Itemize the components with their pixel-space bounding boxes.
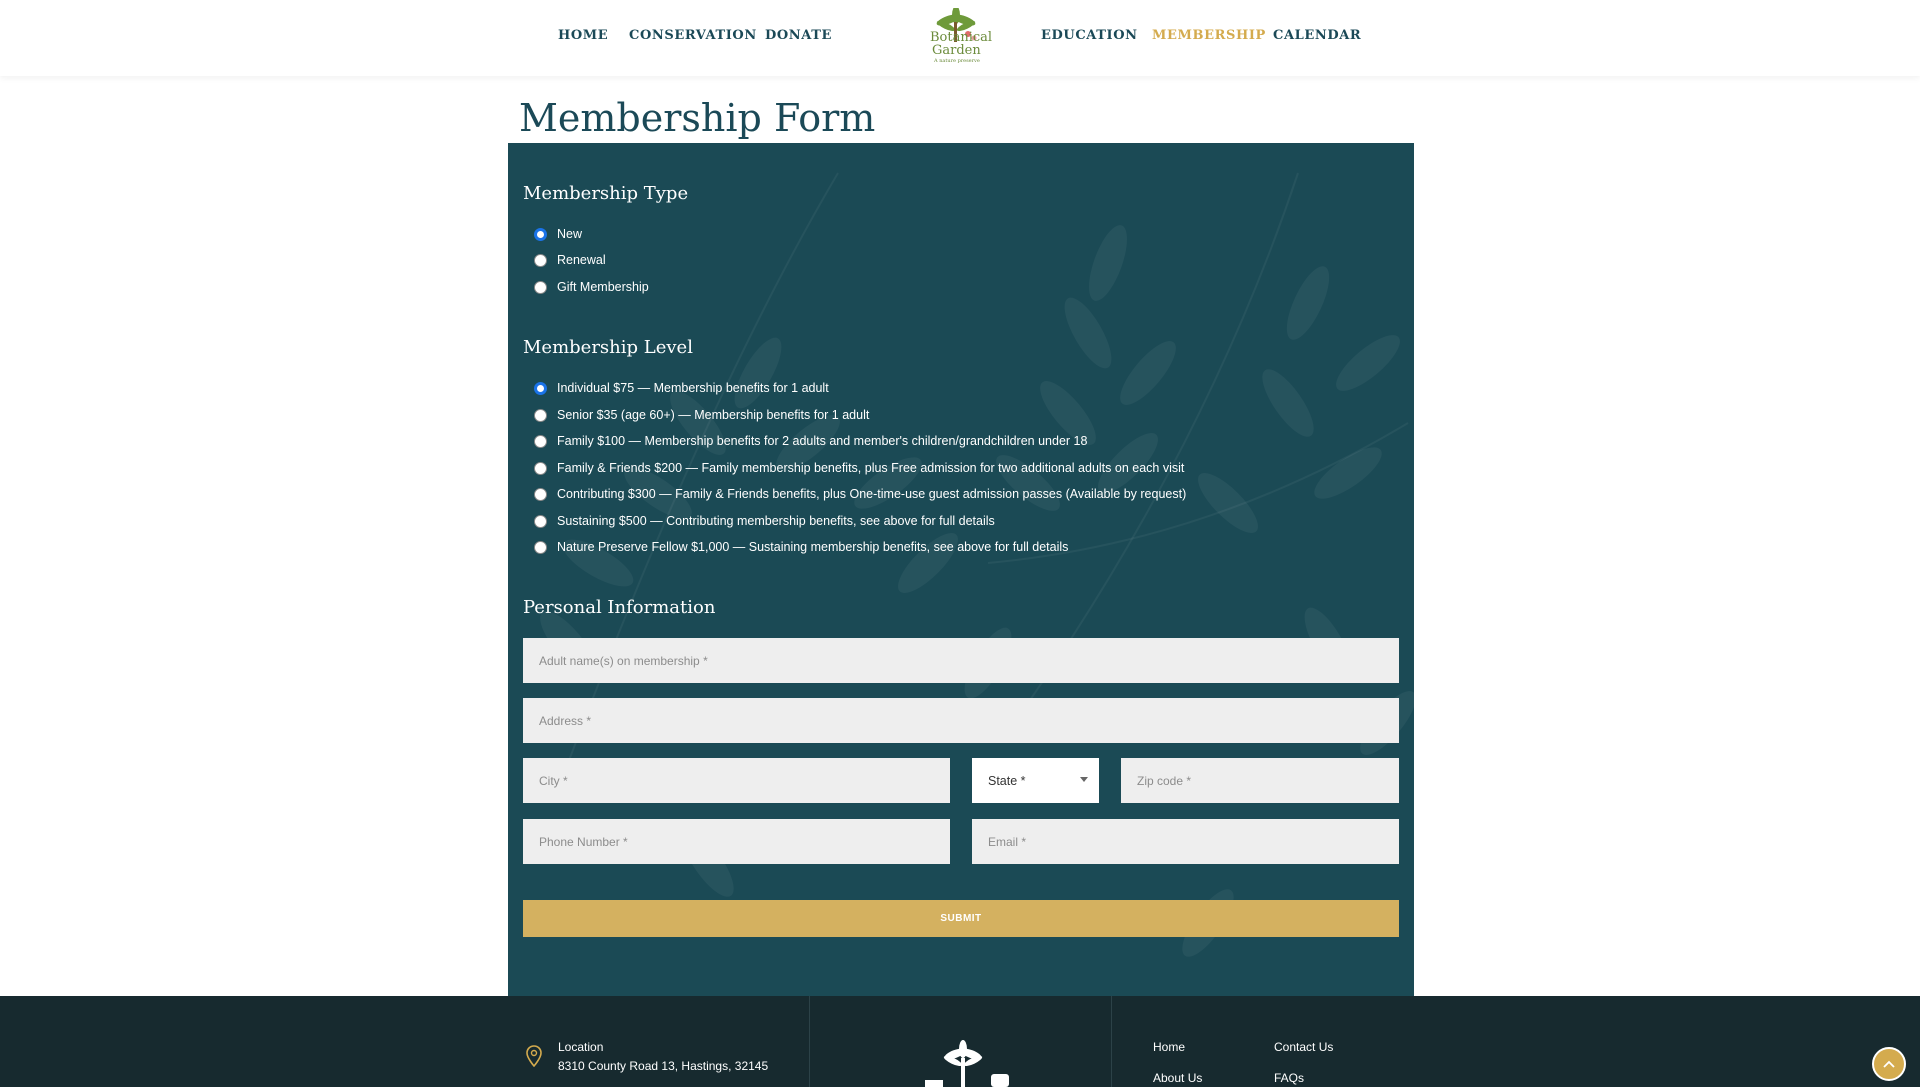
- type-option-renewal[interactable]: [534, 250, 606, 270]
- logo-text-garden: Garden: [932, 43, 981, 58]
- phone-input[interactable]: [523, 819, 950, 864]
- logo-text-botanical: Botanical: [930, 30, 993, 45]
- level-option-label: Sustaining $500 — Contributing membership benefits, see above for full details: [557, 514, 995, 528]
- type-option-new[interactable]: [534, 224, 582, 244]
- level-option-contributing[interactable]: [534, 484, 1186, 504]
- chevron-down-icon: [1080, 777, 1088, 782]
- type-option-label: Gift Membership: [557, 280, 649, 294]
- site-logo[interactable]: [924, 8, 994, 66]
- submit-button[interactable]: SUBMIT: [523, 900, 1399, 937]
- membership-level-title: Membership Level: [523, 337, 693, 358]
- page-title: Membership Form: [519, 96, 876, 140]
- site-footer: [0, 996, 1920, 1087]
- footer-link-faqs[interactable]: FAQs: [1274, 1071, 1305, 1085]
- level-option-label: Family $100 — Membership benefits for 2 adults and member's children/grandchildren under 18: [557, 434, 1088, 448]
- level-option-label: Contributing $300 — Family & Friends benefits, plus One-time-use guest admission passes (Available by request): [557, 487, 1187, 501]
- footer-location-label: Location: [558, 1040, 604, 1054]
- nav-donate[interactable]: DONATE: [765, 28, 833, 43]
- leaf-pattern-background: [508, 143, 1414, 996]
- chevron-up-icon: [1882, 1059, 1896, 1069]
- level-option-sustaining[interactable]: [534, 511, 995, 531]
- radio-individual[interactable]: [534, 382, 547, 395]
- personal-info-title: Personal Information: [523, 597, 716, 618]
- footer-divider: [1111, 996, 1112, 1087]
- level-option-fellow[interactable]: [534, 537, 1068, 557]
- level-option-family-friends[interactable]: [534, 458, 1184, 478]
- type-option-label: New: [557, 227, 583, 241]
- footer-link-home[interactable]: Home: [1153, 1040, 1186, 1054]
- radio-renewal[interactable]: [534, 254, 547, 267]
- type-option-gift[interactable]: [534, 277, 649, 297]
- level-option-label: Senior $35 (age 60+) — Membership benefits for 1 adult: [557, 408, 870, 422]
- level-option-label: Nature Preserve Fellow $1,000 — Sustaining membership benefits, see above for full details: [557, 540, 1069, 554]
- membership-form: [508, 143, 1414, 996]
- radio-sustaining[interactable]: [534, 515, 547, 528]
- type-option-label: Renewal: [557, 253, 606, 267]
- nav-conservation[interactable]: CONSERVATION: [629, 28, 757, 43]
- footer-address: 8310 County Road 13, Hastings, 32145: [558, 1059, 769, 1073]
- nav-calendar[interactable]: CALENDAR: [1273, 28, 1362, 43]
- logo-tagline: A nature preserve: [934, 58, 980, 64]
- footer-logo: [925, 1040, 1011, 1087]
- radio-new[interactable]: [534, 228, 547, 241]
- level-option-label: Individual $75 — Membership benefits for 1 adult: [557, 381, 829, 395]
- state-select[interactable]: [972, 758, 1099, 803]
- state-select-label: State *: [988, 773, 1026, 788]
- address-input[interactable]: [523, 698, 1399, 743]
- adult-names-input[interactable]: [523, 638, 1399, 683]
- radio-fellow[interactable]: [534, 541, 547, 554]
- site-header: [0, 0, 1920, 76]
- radio-family-friends[interactable]: [534, 462, 547, 475]
- email-input[interactable]: [972, 819, 1399, 864]
- scroll-to-top-button[interactable]: [1872, 1047, 1906, 1081]
- level-option-family[interactable]: [534, 431, 1087, 451]
- city-input[interactable]: [523, 758, 950, 803]
- radio-contributing[interactable]: [534, 488, 547, 501]
- radio-senior[interactable]: [534, 409, 547, 422]
- footer-link-about[interactable]: About Us: [1153, 1071, 1203, 1085]
- radio-gift[interactable]: [534, 281, 547, 294]
- membership-type-title: Membership Type: [523, 183, 689, 204]
- footer-link-contact[interactable]: Contact Us: [1274, 1040, 1334, 1054]
- nav-education[interactable]: EDUCATION: [1041, 28, 1138, 43]
- footer-divider: [809, 996, 810, 1087]
- nav-home[interactable]: HOME: [558, 28, 609, 43]
- nav-membership[interactable]: MEMBERSHIP: [1152, 28, 1266, 43]
- level-option-senior[interactable]: [534, 405, 869, 425]
- level-option-individual[interactable]: [534, 378, 829, 398]
- radio-family[interactable]: [534, 435, 547, 448]
- zip-input[interactable]: [1121, 758, 1399, 803]
- location-pin-icon: [526, 1045, 542, 1067]
- level-option-label: Family & Friends $200 — Family membership benefits, plus Free admission for two additional adults on each visit: [557, 461, 1185, 475]
